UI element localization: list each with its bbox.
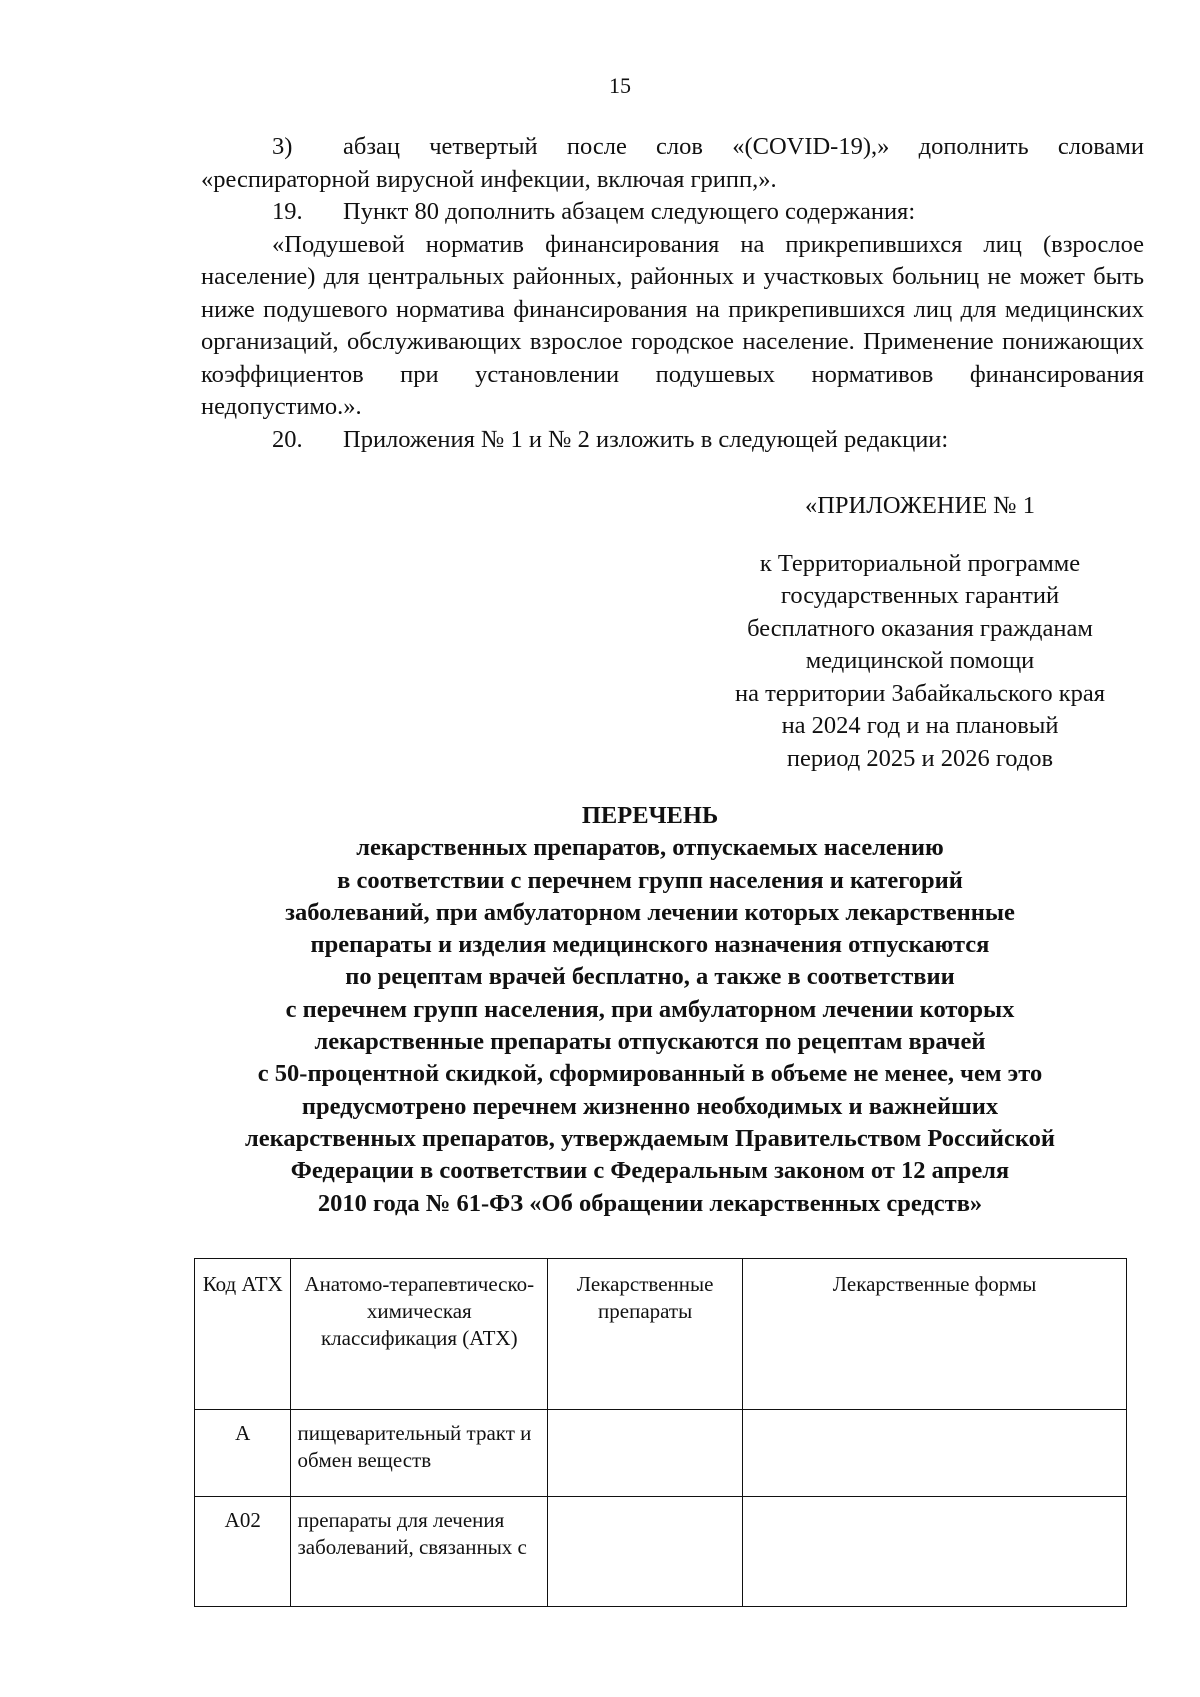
list-heading-line: предусмотрено перечнем жизненно необходимых и важнейших: [301, 1092, 999, 1120]
appendix-line: к Территориальной программе: [759, 549, 1081, 577]
appendix-block: [690, 490, 1150, 775]
appendix-line: государственных гарантий: [780, 582, 1060, 609]
appendix-line: бесплатного оказания гражданам: [747, 614, 1093, 642]
appendix-line: период 2025 и 2026 годов: [786, 744, 1054, 772]
paragraph-text: Пункт 80 дополнить абзацем следующего содержания:: [343, 198, 916, 225]
cell-forms: [743, 1410, 1127, 1497]
header-drugs: Лекарственные препараты: [548, 1259, 743, 1410]
appendix-line: на 2024 год и на плановый: [781, 712, 1059, 739]
list-heading-line: лекарственных препаратов, утверждаемым Правительством Российской: [244, 1124, 1056, 1152]
paragraph-text: Приложения № 1 и № 2 изложить в следующей редакции:: [343, 425, 949, 453]
cell-drugs: [548, 1497, 743, 1607]
paragraph-number: 20.: [272, 425, 303, 453]
list-heading-line: 2010 года № 61-ФЗ «Об обращении лекарственных средств»: [317, 1189, 983, 1217]
cell-drugs: [548, 1410, 743, 1497]
paragraph-number: 3): [272, 133, 293, 160]
paragraph-item-19: [201, 196, 1144, 229]
appendix-line: медицинской помощи: [805, 647, 1035, 674]
list-heading-line: в соответствии с перечнем групп населения и категорий: [337, 866, 963, 894]
header-forms: Лекарственные формы: [743, 1259, 1127, 1410]
table-row: [195, 1497, 1127, 1607]
appendix-title: «ПРИЛОЖЕНИЕ № 1: [804, 492, 1036, 519]
list-heading-line: лекарственные препараты отпускаются по рецептам врачей: [314, 1028, 986, 1056]
list-heading-line: препараты и изделия медицинского назначения отпускаются: [310, 931, 990, 959]
list-heading-line: с 50-процентной скидкой, сформированный в объеме не менее, чем это: [257, 1060, 1043, 1088]
list-heading-line: по рецептам врачей бесплатно, а также в соответствии: [345, 963, 955, 991]
list-heading-line: лекарственных препаратов, отпускаемых населению: [356, 834, 944, 862]
paragraph-item-3: [201, 131, 1144, 196]
paragraph-item-20: [201, 424, 1144, 457]
appendix-line: на территории Забайкальского края: [734, 679, 1106, 707]
list-heading-line: с перечнем групп населения, при амбулаторном лечении которых: [285, 995, 1015, 1023]
table-header-row: [195, 1259, 1127, 1410]
page-number: 15: [609, 73, 631, 98]
atc-table: [194, 1258, 1127, 1607]
cell-classification: препараты для лечения заболеваний, связанных с: [291, 1497, 548, 1607]
cell-code: A: [195, 1410, 291, 1497]
list-title: ПЕРЕЧЕНЬ: [581, 802, 719, 829]
cell-forms: [743, 1497, 1127, 1607]
body-text: [201, 131, 1144, 456]
paragraph-text: абзац четвертый после слов «(COVID-19),» дополнить словами «респираторной вирусной инфекции, включая грипп,».: [201, 133, 1144, 193]
header-code: Код АТХ: [195, 1259, 291, 1410]
paragraph-text: «Подушевой норматив финансирования на прикрепившихся лиц (взрослое население) для центральных районных, районных и участковых больниц не может быть ниже подушевого норматива финансирования на прикрепившихся лиц для медицинских организаций, обслуживающих взрослое городское население. Применение понижающих коэффициентов при установлении подушевых нормативов финансирования недопустимо.».: [201, 230, 1144, 420]
table-row: [195, 1410, 1127, 1497]
list-heading-line: заболеваний, при амбулаторном лечении которых лекарственные: [285, 898, 1015, 926]
paragraph-quote: [201, 229, 1144, 424]
header-classification: Анатомо-терапевтическо-химическая классификация (АТХ): [291, 1259, 548, 1410]
cell-code: A02: [195, 1497, 291, 1607]
cell-classification: пищеварительный тракт и обмен веществ: [291, 1410, 548, 1497]
paragraph-number: 19.: [272, 198, 303, 225]
list-heading: [150, 800, 1150, 1220]
list-heading-line: Федерации в соответствии с Федеральным законом от 12 апреля: [290, 1157, 1010, 1185]
